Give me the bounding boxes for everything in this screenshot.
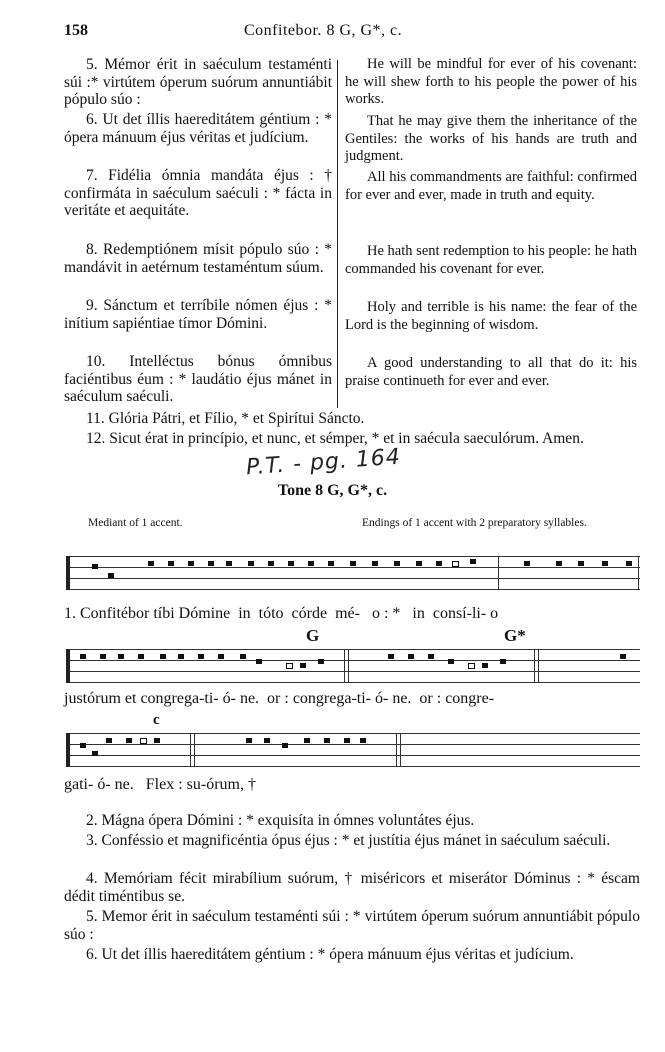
ending-label-g: G: [306, 626, 320, 645]
chant-neume: [482, 663, 488, 668]
chant-neume: [282, 743, 288, 748]
verse-3: 3. Conféssio et magnificéntia ópus éjus : * et justítia éjus mánet in saéculum saéculi.: [86, 832, 611, 849]
chant-neume: [118, 654, 124, 659]
chant-neume: [154, 738, 160, 743]
chant-neume: [470, 559, 476, 564]
chant-neume: [188, 561, 194, 566]
chant-neume: [416, 561, 422, 566]
chant-neume: [240, 654, 246, 659]
music-staff-2: [66, 649, 640, 683]
english-verse-6: That he may give them the inheritance of the Gentiles: the works of his hands are truth and judgment.: [345, 113, 637, 165]
verse-6: 6. Ut det íllis haereditátem géntium : * ópera mánuum éjus véritas et judícium.: [86, 946, 574, 963]
chant-neume: [92, 564, 98, 569]
chant-neume: [468, 663, 475, 669]
column-divider: [337, 60, 338, 408]
lyric-line-3: gati- ó- ne. Flex : su-órum, †: [64, 776, 256, 793]
gloria-verse-12: 12. Sicut érat in princípio, et nunc, et sémper, * et in saécula saeculórum. Amen.: [86, 430, 584, 447]
chant-neume: [620, 654, 626, 659]
english-verse-5: He will be mindful for ever of his covenant: he will shew forth to his people the power of his works.: [345, 56, 637, 108]
parallel-verses: [64, 56, 640, 408]
running-title: Confitebor. 8 G, G*, c.: [244, 22, 403, 39]
chant-neume: [80, 743, 86, 748]
chant-neume: [350, 561, 356, 566]
lyric-line-2: justórum et congrega-ti- ó- ne. or : congrega-ti- ó- ne. or : congre-: [64, 690, 495, 707]
chant-neume: [80, 654, 86, 659]
chant-neume: [394, 561, 400, 566]
chant-neume: [100, 654, 106, 659]
verse-2: 2. Mágna ópera Dómini : * exquisíta in ómnes voluntátes éjus.: [86, 812, 475, 829]
music-staff-3: [66, 733, 640, 767]
chant-neume: [602, 561, 608, 566]
chant-neume: [226, 561, 232, 566]
latin-verse-10: 10. Intelléctus bónus ómnibus faciéntibus éum : * laudátio éjus mánet in saéculum saéculi.: [64, 353, 332, 406]
chant-neume: [328, 561, 334, 566]
chant-neume: [178, 654, 184, 659]
chant-neume: [452, 561, 459, 567]
chant-neume: [126, 738, 132, 743]
chant-neume: [324, 738, 330, 743]
latin-verse-5: 5. Mémor érit in saéculum testaménti súi :* virtútem óperum suórum annuntiábit pópulo súo :: [64, 56, 332, 109]
chant-neume: [308, 561, 314, 566]
chant-neume: [388, 654, 394, 659]
english-verse-7: All his commandments are faithful: confirmed for ever and ever, made in truth and equity.: [345, 169, 637, 203]
chant-neume: [524, 561, 530, 566]
chant-neume: [304, 738, 310, 743]
latin-verse-7: 7. Fidélia ómnia mandáta éjus : † confirmáta in saéculum saéculi : * fácta in veritáte et aequitáte.: [64, 167, 332, 220]
latin-verse-9: 9. Sánctum et terríbile nómen éjus : * inítium sapiéntiae tímor Dómini.: [64, 297, 332, 332]
verse-5: 5. Memor érit in saéculum testaménti súi : * virtútem óperum suórum annuntiábit pópulo súo :: [64, 908, 640, 943]
chant-neume: [248, 561, 254, 566]
chant-neume: [500, 659, 506, 664]
chant-neume: [318, 659, 324, 664]
do-clef-icon: [66, 649, 70, 683]
chant-neume: [344, 738, 350, 743]
chant-neume: [138, 654, 144, 659]
mediant-label: Mediant of 1 accent.: [88, 517, 183, 529]
handwritten-page-reference: P.T. - pg. 164: [245, 444, 402, 481]
ending-label-c: c: [153, 712, 160, 728]
verse-4: 4. Memóriam fécit mirabílium suórum, † miséricors et miserátor Dóminus : * éscam dédit timéntibus se.: [64, 870, 640, 905]
chant-neume: [108, 573, 114, 578]
chant-neume: [148, 561, 154, 566]
lyric-line-1: 1. Confitébor tíbi Dómine in tóto córde mé- o : * in consí-li- o: [64, 605, 499, 622]
english-verse-10: A good understanding to all that do it: his praise continueth for ever and ever.: [345, 355, 637, 389]
latin-verse-6: 6. Ut det íllis haereditátem géntium : * ópera mánuum éjus véritas et judícium.: [64, 111, 332, 146]
chant-neume: [140, 738, 147, 744]
chant-neume: [208, 561, 214, 566]
chant-neume: [92, 751, 98, 756]
chant-neume: [300, 663, 306, 668]
chant-neume: [578, 561, 584, 566]
chant-neume: [256, 659, 262, 664]
chant-neume: [106, 738, 112, 743]
tone-title: Tone 8 G, G*, c.: [277, 482, 388, 499]
chant-neume: [428, 654, 434, 659]
chant-neume: [448, 659, 454, 664]
chant-neume: [268, 561, 274, 566]
chant-neume: [218, 654, 224, 659]
gloria-verse-11: 11. Glória Pátri, et Fílio, * et Spirítui Sáncto.: [86, 410, 365, 427]
chant-neume: [198, 654, 204, 659]
chant-neume: [556, 561, 562, 566]
english-verse-8: He hath sent redemption to his people: he hath commanded his covenant for ever.: [345, 243, 637, 277]
chant-neume: [286, 663, 293, 669]
ending-label-gstar: G*: [504, 626, 526, 645]
chant-neume: [436, 561, 442, 566]
latin-verse-8: 8. Redemptiónem mísit pópulo súo : * mandávit in aetérnum testaméntum súum.: [64, 241, 332, 276]
do-clef-icon: [66, 556, 70, 590]
endings-label: Endings of 1 accent with 2 preparatory syllables.: [362, 517, 587, 529]
chant-neume: [360, 738, 366, 743]
chant-neume: [246, 738, 252, 743]
chant-neume: [168, 561, 174, 566]
chant-neume: [264, 738, 270, 743]
do-clef-icon: [66, 733, 70, 767]
chant-neume: [408, 654, 414, 659]
chant-neume: [372, 561, 378, 566]
chant-neume: [160, 654, 166, 659]
chant-neume: [626, 561, 632, 566]
chant-neume: [288, 561, 294, 566]
page-header: [64, 22, 634, 44]
english-verse-9: Holy and terrible is his name: the fear of the Lord is the beginning of wisdom.: [345, 299, 637, 333]
page-number: 158: [64, 22, 88, 39]
